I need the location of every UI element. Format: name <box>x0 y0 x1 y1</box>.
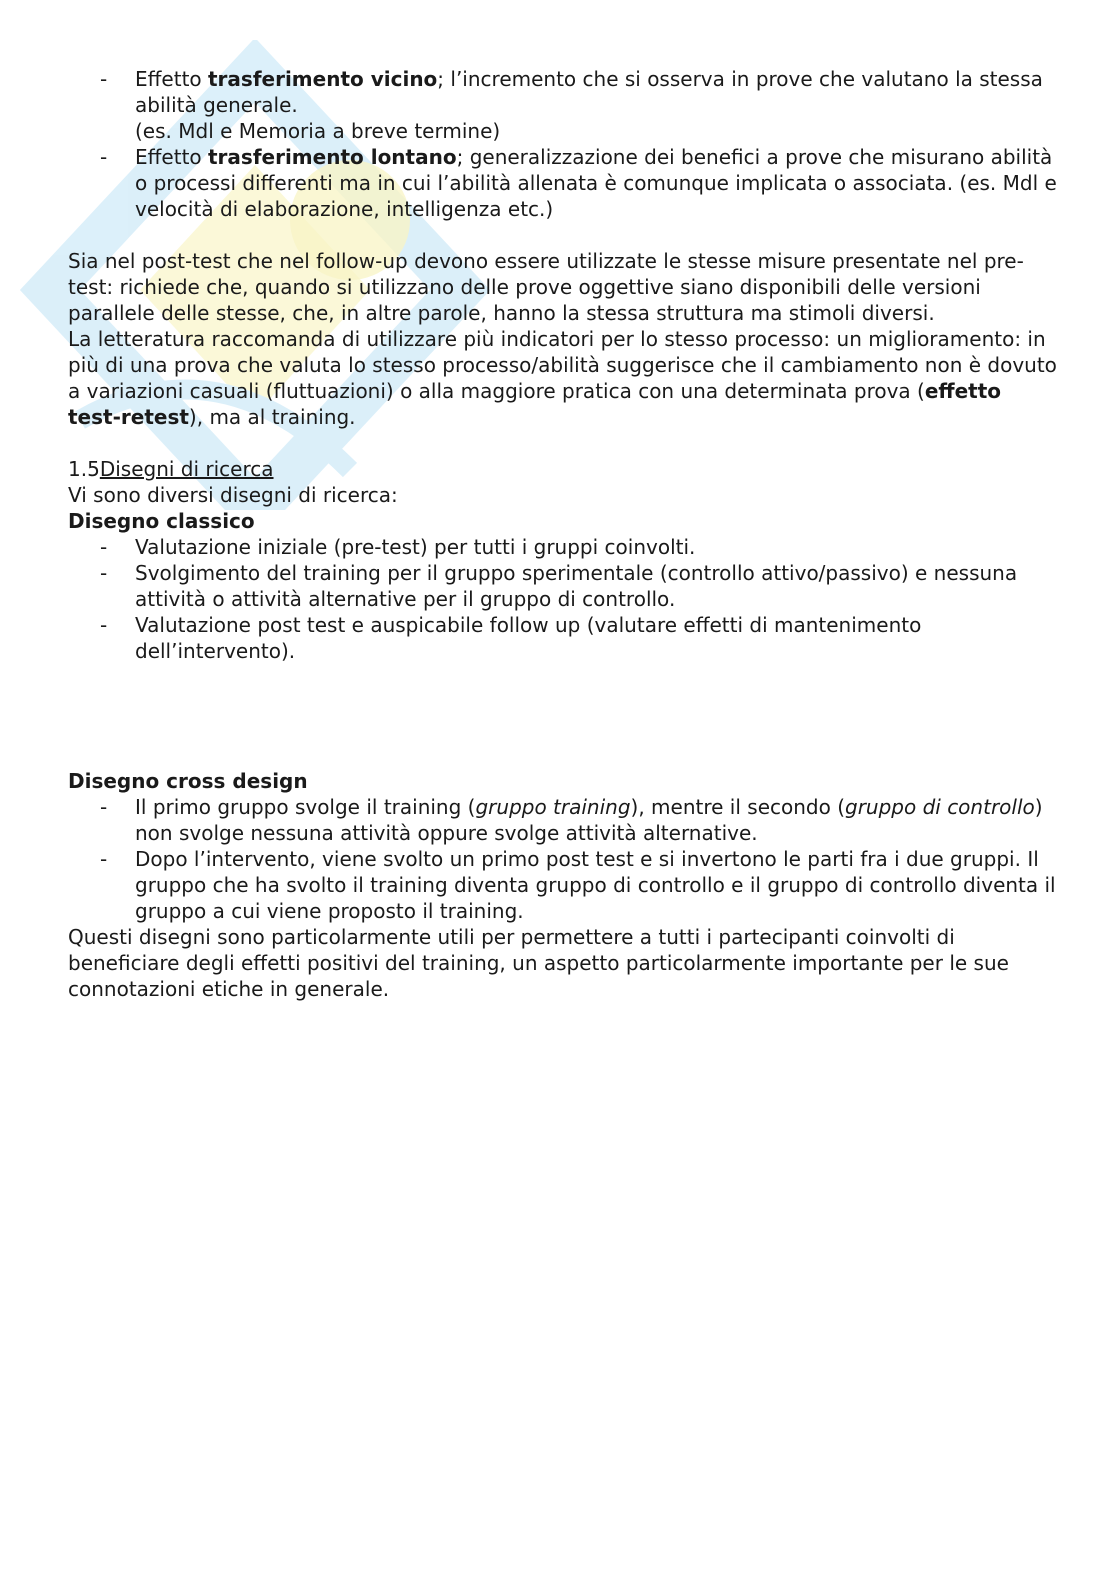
classic-design-list <box>68 534 1058 664</box>
indicators-post: ), ma al training. <box>188 405 356 429</box>
far-transfer-pre: Effetto <box>135 145 208 169</box>
list-item-text: Svolgimento del training per il gruppo sperimentale (controllo attivo/passivo) e nessuna attività o attività alternative per il gruppo di controllo. <box>135 561 1018 611</box>
cross-item1-a: Il primo gruppo svolge il training ( <box>135 795 476 819</box>
list-item <box>68 560 1058 612</box>
classic-design-heading: Disegno classico <box>68 509 255 533</box>
list-dash: - <box>100 535 108 559</box>
cross-design-closing: Questi disegni sono particolarmente utili per permettere a tutti i partecipanti coinvolti di beneficiare degli effetti positivi del training, un aspetto particolarmente importante per le sue connotazioni etiche in generale. <box>68 925 1009 1001</box>
test-retest-term: effetto test-retest <box>68 379 1002 429</box>
cross-item1-c: ) non svolge nessuna attività oppure svolge attività alternative. <box>135 795 1043 845</box>
list-dash: - <box>100 613 108 637</box>
list-dash: - <box>100 67 108 91</box>
near-transfer-text: ; l’incremento che si osserva in prove che valutano la stessa abilità generale. <box>135 67 1043 117</box>
list-dash: - <box>100 145 108 169</box>
near-transfer-example: (es. Mdl e Memoria a breve termine) <box>135 119 501 143</box>
section-intro: Vi sono diversi disegni di ricerca: <box>68 483 398 507</box>
list-item <box>68 612 1058 664</box>
section-heading <box>68 456 1058 482</box>
paragraph-indicators <box>68 326 1058 430</box>
list-dash: - <box>100 847 108 871</box>
list-item-far-transfer <box>68 144 1058 222</box>
section-number: 1.5 <box>68 457 100 481</box>
paragraph-measures: Sia nel post-test che nel follow-up devono essere utilizzate le stesse misure presentate nel pre-test: richiede che, quando si utilizzano delle prove oggettive siano disponibili delle versioni parallele delle stesse, che, in altre parole, hanno la stessa struttura ma stimoli diversi. <box>68 249 1024 325</box>
cross-design-heading: Disegno cross design <box>68 769 308 793</box>
list-item-near-transfer <box>68 66 1058 144</box>
list-dash: - <box>100 795 108 819</box>
indicators-pre: La letteratura raccomanda di utilizzare più indicatori per lo stesso processo: un miglioramento: in più di una prova che valuta lo stesso processo/abilità suggerisce che il cambiamento non è dovuto a variazioni casuali (fluttuazioni) o alla maggiore pratica con una determinata prova ( <box>68 327 1057 403</box>
far-transfer-text: ; generalizzazione dei benefici a prove che misurano abilità o processi differenti ma in cui l’abilità allenata è comunque implicata o associata. (es. Mdl e velocità di elaborazione, intelligenza etc.) <box>135 145 1057 221</box>
list-item-text: Valutazione iniziale (pre-test) per tutti i gruppi coinvolti. <box>135 535 696 559</box>
cross-design-list <box>68 794 1058 924</box>
document-page <box>68 66 1058 1002</box>
list-item-text: Dopo l’intervento, viene svolto un primo post test e si invertono le parti fra i due gruppi. Il gruppo che ha svolto il training diventa gruppo di controllo e il gruppo di controllo diventa il gruppo a cui viene proposto il training. <box>135 847 1056 923</box>
cross-item1-group-training: gruppo training <box>475 795 631 819</box>
list-item <box>68 846 1058 924</box>
list-item-text: Valutazione post test e auspicabile follow up (valutare effetti di mantenimento dell’intervento). <box>135 613 922 663</box>
transfer-effects-list <box>68 66 1058 222</box>
cross-item1-b: ), mentre il secondo ( <box>630 795 845 819</box>
list-dash: - <box>100 561 108 585</box>
far-transfer-term: trasferimento lontano <box>208 145 457 169</box>
near-transfer-pre: Effetto <box>135 67 208 91</box>
cross-item1-group-control: gruppo di controllo <box>845 795 1035 819</box>
near-transfer-term: trasferimento vicino <box>208 67 438 91</box>
section-title: Disegni di ricerca <box>99 457 274 481</box>
list-item <box>68 534 1058 560</box>
list-item <box>68 794 1058 846</box>
